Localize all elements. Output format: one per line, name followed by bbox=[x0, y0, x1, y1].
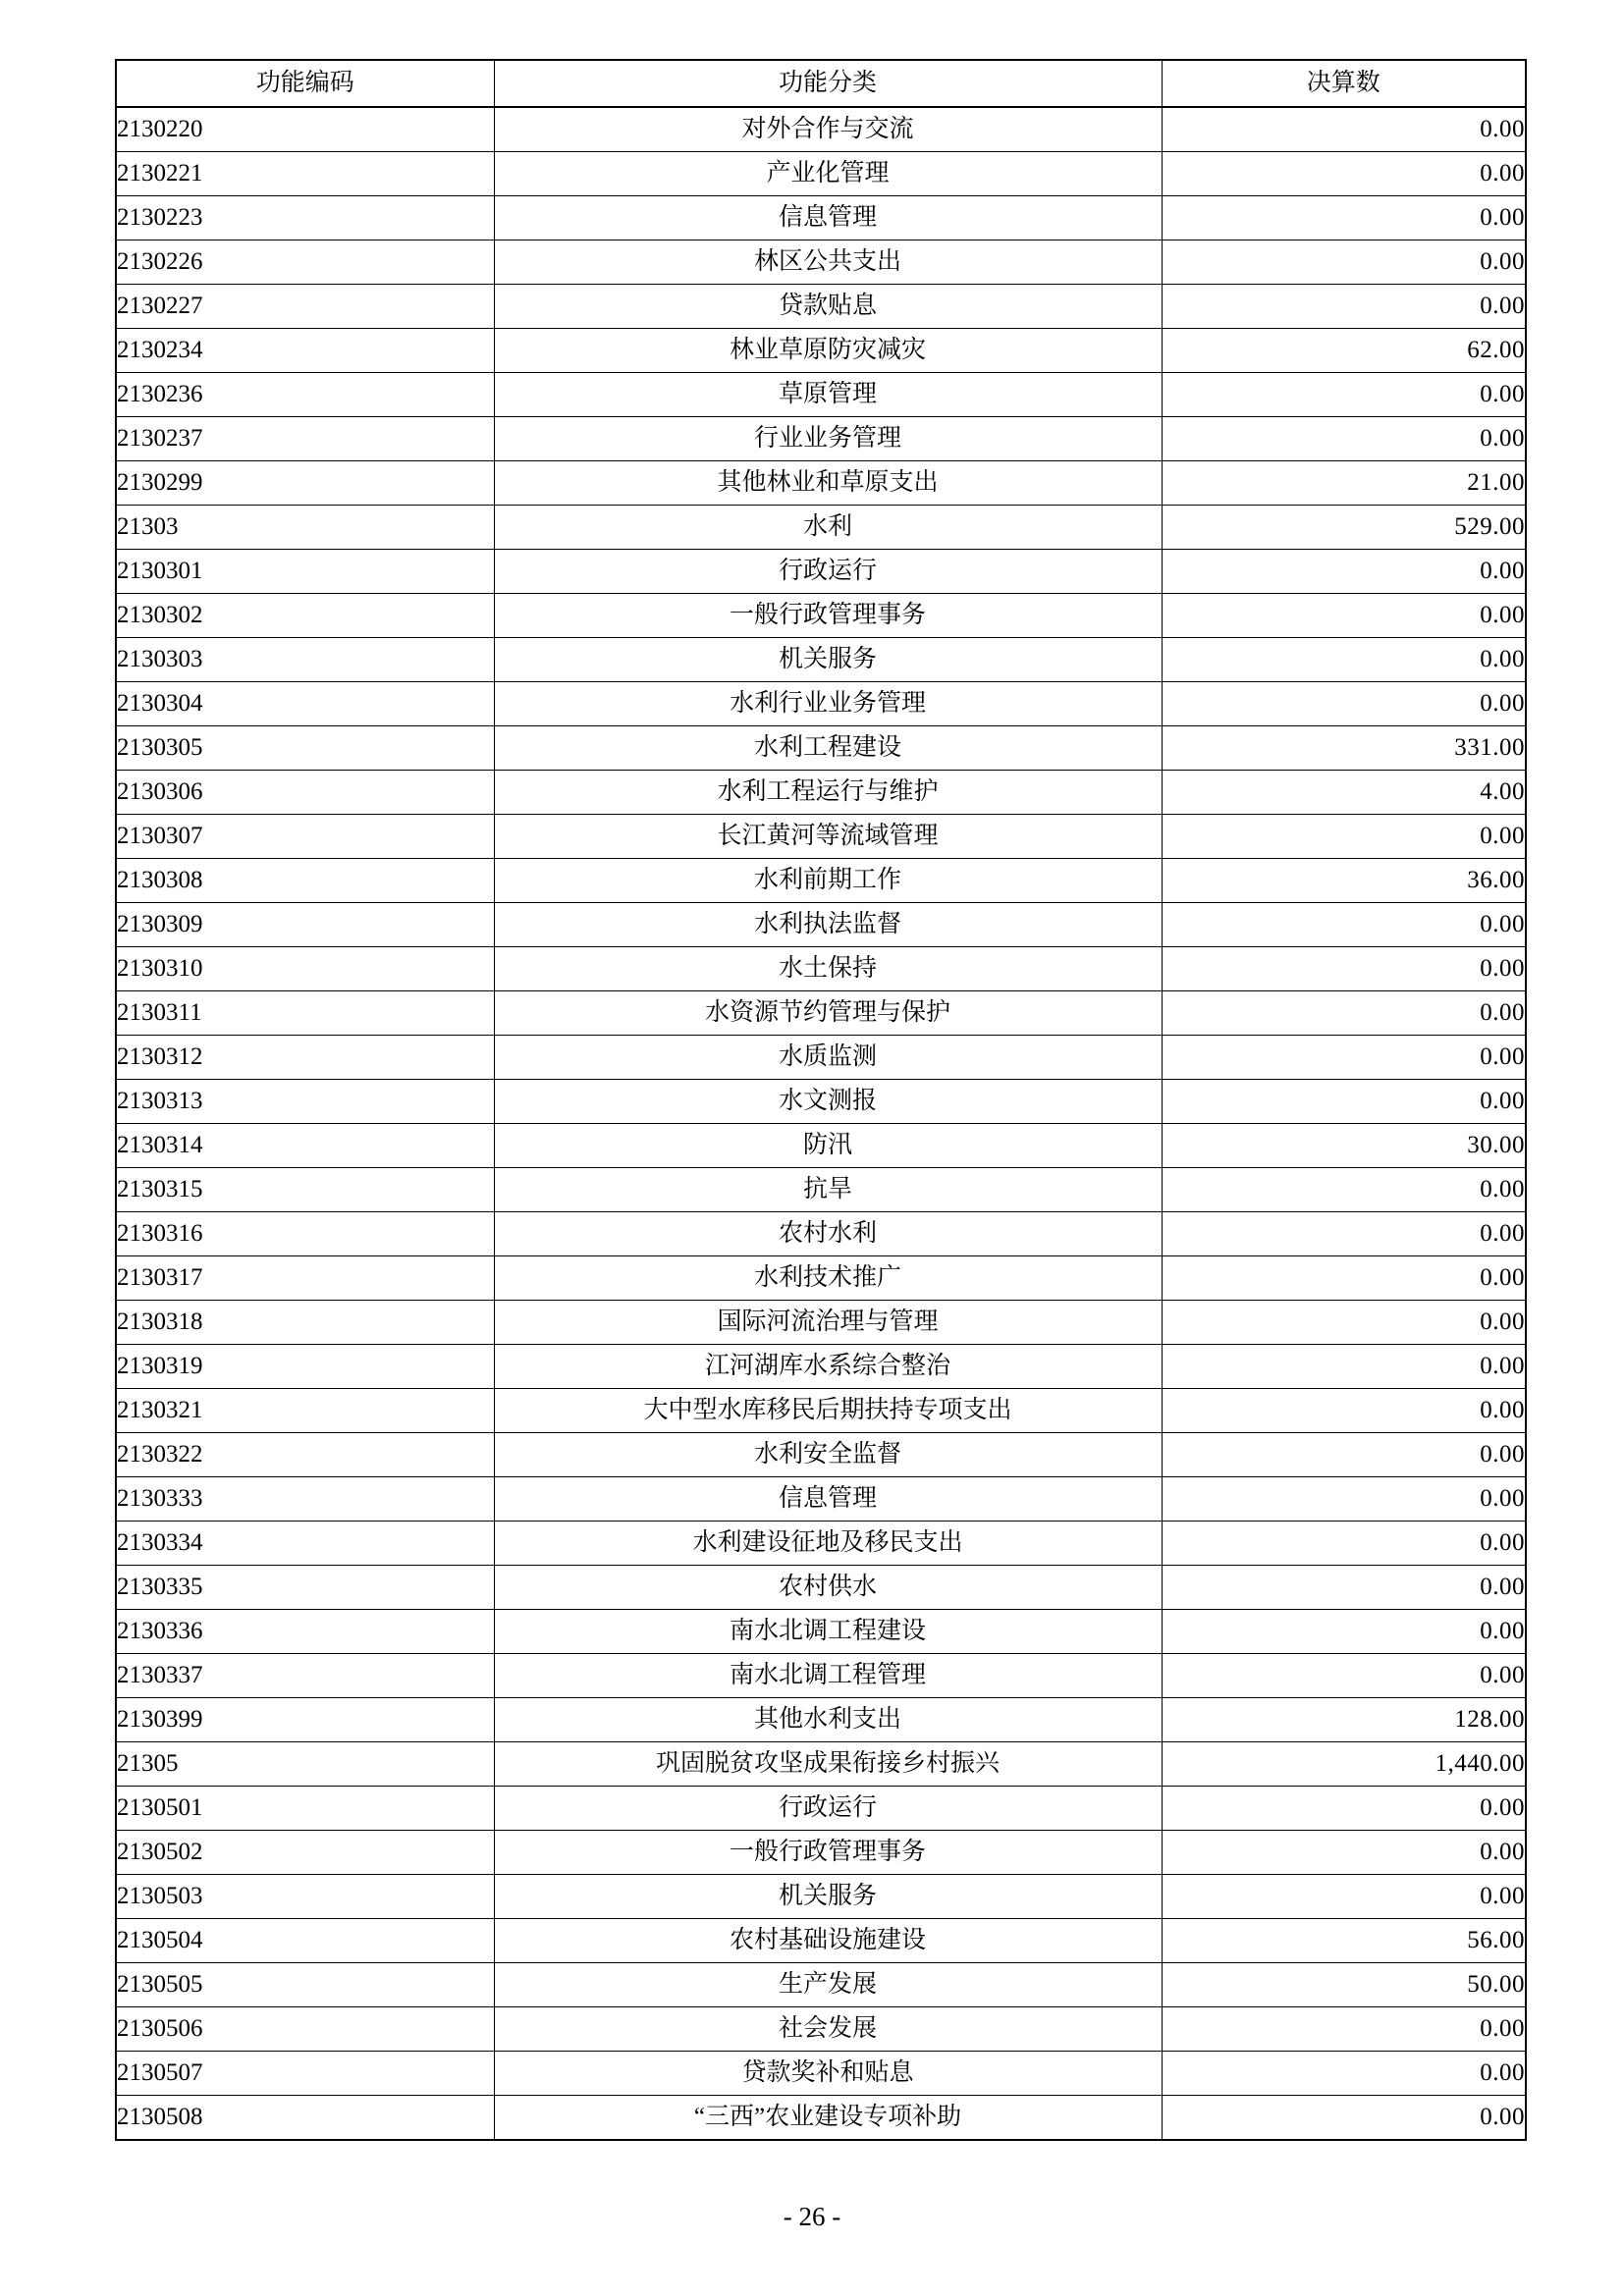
cell-function-category: “三西”农业建设专项补助 bbox=[494, 2096, 1162, 2141]
cell-function-code: 2130237 bbox=[116, 417, 494, 461]
cell-function-code: 2130502 bbox=[116, 1831, 494, 1875]
table-row bbox=[116, 107, 1526, 152]
cell-final-accounts-amount: 0.00 bbox=[1162, 1654, 1526, 1698]
cell-final-accounts-amount: 36.00 bbox=[1162, 859, 1526, 903]
cell-function-category: 长江黄河等流域管理 bbox=[494, 815, 1162, 859]
cell-function-code: 2130313 bbox=[116, 1080, 494, 1124]
table-row bbox=[116, 1036, 1526, 1080]
table-row bbox=[116, 1124, 1526, 1168]
cell-function-code: 2130506 bbox=[116, 2007, 494, 2052]
table-row bbox=[116, 2052, 1526, 2096]
cell-final-accounts-amount: 0.00 bbox=[1162, 991, 1526, 1036]
column-header-function-code: 功能编码 bbox=[116, 60, 494, 107]
cell-function-code: 2130227 bbox=[116, 285, 494, 329]
cell-function-code: 2130226 bbox=[116, 240, 494, 285]
cell-function-category: 水利技术推广 bbox=[494, 1256, 1162, 1301]
cell-function-category: 防汛 bbox=[494, 1124, 1162, 1168]
cell-function-category: 水文测报 bbox=[494, 1080, 1162, 1124]
cell-function-category: 机关服务 bbox=[494, 1875, 1162, 1919]
cell-function-category: 农村供水 bbox=[494, 1566, 1162, 1610]
table-row bbox=[116, 594, 1526, 638]
budget-expenditure-table bbox=[115, 59, 1527, 2141]
cell-function-category: 产业化管理 bbox=[494, 152, 1162, 196]
cell-function-category: 水资源节约管理与保护 bbox=[494, 991, 1162, 1036]
cell-function-code: 21305 bbox=[116, 1742, 494, 1787]
table-row bbox=[116, 947, 1526, 991]
cell-final-accounts-amount: 0.00 bbox=[1162, 1610, 1526, 1654]
cell-final-accounts-amount: 529.00 bbox=[1162, 506, 1526, 550]
table-row bbox=[116, 771, 1526, 815]
cell-final-accounts-amount: 4.00 bbox=[1162, 771, 1526, 815]
cell-function-category: 农村基础设施建设 bbox=[494, 1919, 1162, 1963]
cell-final-accounts-amount: 21.00 bbox=[1162, 461, 1526, 506]
cell-function-category: 水利工程建设 bbox=[494, 726, 1162, 771]
cell-function-code: 2130220 bbox=[116, 107, 494, 152]
column-header-final-accounts: 决算数 bbox=[1162, 60, 1526, 107]
cell-function-category: 水利前期工作 bbox=[494, 859, 1162, 903]
table-row bbox=[116, 1831, 1526, 1875]
cell-function-category: 水利行业业务管理 bbox=[494, 682, 1162, 726]
cell-final-accounts-amount: 0.00 bbox=[1162, 417, 1526, 461]
cell-function-code: 2130505 bbox=[116, 1963, 494, 2007]
cell-function-code: 2130335 bbox=[116, 1566, 494, 1610]
cell-function-category: 大中型水库移民后期扶持专项支出 bbox=[494, 1389, 1162, 1433]
cell-function-category: 其他林业和草原支出 bbox=[494, 461, 1162, 506]
cell-function-code: 2130309 bbox=[116, 903, 494, 947]
cell-function-category: 农村水利 bbox=[494, 1212, 1162, 1256]
cell-final-accounts-amount: 0.00 bbox=[1162, 1566, 1526, 1610]
cell-final-accounts-amount: 0.00 bbox=[1162, 240, 1526, 285]
page-number: - 26 - bbox=[783, 2202, 841, 2231]
cell-final-accounts-amount: 128.00 bbox=[1162, 1698, 1526, 1742]
cell-function-code: 2130304 bbox=[116, 682, 494, 726]
cell-final-accounts-amount: 0.00 bbox=[1162, 2052, 1526, 2096]
cell-function-category: 机关服务 bbox=[494, 638, 1162, 682]
table-row bbox=[116, 240, 1526, 285]
table-row bbox=[116, 1433, 1526, 1477]
cell-function-category: 林业草原防灾减灾 bbox=[494, 329, 1162, 373]
table-row bbox=[116, 1742, 1526, 1787]
table-row bbox=[116, 2007, 1526, 2052]
cell-function-category: 草原管理 bbox=[494, 373, 1162, 417]
table-row bbox=[116, 461, 1526, 506]
budget-table-container bbox=[115, 59, 1525, 2141]
cell-final-accounts-amount: 0.00 bbox=[1162, 947, 1526, 991]
cell-function-code: 2130336 bbox=[116, 1610, 494, 1654]
cell-final-accounts-amount: 50.00 bbox=[1162, 1963, 1526, 2007]
table-row bbox=[116, 1566, 1526, 1610]
cell-function-code: 2130322 bbox=[116, 1433, 494, 1477]
table-row bbox=[116, 815, 1526, 859]
table-row bbox=[116, 550, 1526, 594]
cell-function-code: 2130234 bbox=[116, 329, 494, 373]
cell-final-accounts-amount: 0.00 bbox=[1162, 196, 1526, 240]
cell-function-code: 2130337 bbox=[116, 1654, 494, 1698]
cell-function-category: 水利建设征地及移民支出 bbox=[494, 1522, 1162, 1566]
cell-function-code: 2130236 bbox=[116, 373, 494, 417]
column-header-function-category: 功能分类 bbox=[494, 60, 1162, 107]
cell-function-code: 2130306 bbox=[116, 771, 494, 815]
cell-function-code: 2130303 bbox=[116, 638, 494, 682]
cell-function-category: 巩固脱贫攻坚成果衔接乡村振兴 bbox=[494, 1742, 1162, 1787]
cell-function-code: 2130508 bbox=[116, 2096, 494, 2141]
cell-function-code: 2130507 bbox=[116, 2052, 494, 2096]
table-row bbox=[116, 726, 1526, 771]
cell-function-code: 2130317 bbox=[116, 1256, 494, 1301]
cell-final-accounts-amount: 0.00 bbox=[1162, 1875, 1526, 1919]
cell-final-accounts-amount: 0.00 bbox=[1162, 373, 1526, 417]
table-row bbox=[116, 373, 1526, 417]
cell-function-category: 抗旱 bbox=[494, 1168, 1162, 1212]
cell-final-accounts-amount: 0.00 bbox=[1162, 1256, 1526, 1301]
cell-function-category: 水土保持 bbox=[494, 947, 1162, 991]
cell-final-accounts-amount: 62.00 bbox=[1162, 329, 1526, 373]
cell-final-accounts-amount: 0.00 bbox=[1162, 1345, 1526, 1389]
table-row bbox=[116, 506, 1526, 550]
table-row bbox=[116, 1389, 1526, 1433]
table-row bbox=[116, 2096, 1526, 2141]
table-row bbox=[116, 1522, 1526, 1566]
table-row bbox=[116, 1919, 1526, 1963]
cell-function-category: 行业业务管理 bbox=[494, 417, 1162, 461]
cell-function-category: 江河湖库水系综合整治 bbox=[494, 1345, 1162, 1389]
cell-final-accounts-amount: 0.00 bbox=[1162, 1522, 1526, 1566]
cell-final-accounts-amount: 0.00 bbox=[1162, 1477, 1526, 1522]
cell-function-code: 2130503 bbox=[116, 1875, 494, 1919]
cell-final-accounts-amount: 0.00 bbox=[1162, 107, 1526, 152]
cell-function-category: 贷款贴息 bbox=[494, 285, 1162, 329]
cell-function-category: 一般行政管理事务 bbox=[494, 1831, 1162, 1875]
table-row bbox=[116, 1654, 1526, 1698]
table-row bbox=[116, 1256, 1526, 1301]
cell-final-accounts-amount: 0.00 bbox=[1162, 1036, 1526, 1080]
cell-final-accounts-amount: 331.00 bbox=[1162, 726, 1526, 771]
cell-function-category: 水利工程运行与维护 bbox=[494, 771, 1162, 815]
table-row bbox=[116, 1477, 1526, 1522]
cell-function-category: 信息管理 bbox=[494, 1477, 1162, 1522]
cell-function-category: 水利 bbox=[494, 506, 1162, 550]
table-body bbox=[116, 107, 1526, 2140]
cell-function-code: 2130299 bbox=[116, 461, 494, 506]
cell-final-accounts-amount: 0.00 bbox=[1162, 815, 1526, 859]
cell-final-accounts-amount: 0.00 bbox=[1162, 1787, 1526, 1831]
cell-function-category: 水利执法监督 bbox=[494, 903, 1162, 947]
cell-final-accounts-amount: 0.00 bbox=[1162, 550, 1526, 594]
table-row bbox=[116, 329, 1526, 373]
cell-final-accounts-amount: 30.00 bbox=[1162, 1124, 1526, 1168]
cell-function-code: 2130333 bbox=[116, 1477, 494, 1522]
cell-function-code: 2130504 bbox=[116, 1919, 494, 1963]
table-row bbox=[116, 1080, 1526, 1124]
table-row bbox=[116, 682, 1526, 726]
cell-function-category: 信息管理 bbox=[494, 196, 1162, 240]
cell-final-accounts-amount: 0.00 bbox=[1162, 903, 1526, 947]
table-row bbox=[116, 285, 1526, 329]
table-row bbox=[116, 1875, 1526, 1919]
cell-function-code: 2130399 bbox=[116, 1698, 494, 1742]
table-row bbox=[116, 1301, 1526, 1345]
cell-function-code: 2130501 bbox=[116, 1787, 494, 1831]
table-row bbox=[116, 991, 1526, 1036]
cell-function-category: 南水北调工程管理 bbox=[494, 1654, 1162, 1698]
cell-final-accounts-amount: 0.00 bbox=[1162, 1080, 1526, 1124]
cell-function-code: 2130315 bbox=[116, 1168, 494, 1212]
cell-function-code: 2130305 bbox=[116, 726, 494, 771]
cell-function-category: 社会发展 bbox=[494, 2007, 1162, 2052]
cell-final-accounts-amount: 0.00 bbox=[1162, 285, 1526, 329]
table-row bbox=[116, 1787, 1526, 1831]
cell-final-accounts-amount: 0.00 bbox=[1162, 1168, 1526, 1212]
cell-function-code: 2130310 bbox=[116, 947, 494, 991]
table-header-row bbox=[116, 60, 1526, 107]
table-row bbox=[116, 1212, 1526, 1256]
cell-function-category: 对外合作与交流 bbox=[494, 107, 1162, 152]
cell-function-code: 2130312 bbox=[116, 1036, 494, 1080]
cell-final-accounts-amount: 0.00 bbox=[1162, 1212, 1526, 1256]
cell-function-code: 2130307 bbox=[116, 815, 494, 859]
cell-final-accounts-amount: 0.00 bbox=[1162, 2096, 1526, 2141]
cell-function-code: 2130302 bbox=[116, 594, 494, 638]
cell-function-code: 2130311 bbox=[116, 991, 494, 1036]
cell-function-category: 林区公共支出 bbox=[494, 240, 1162, 285]
table-row bbox=[116, 152, 1526, 196]
table-header bbox=[116, 60, 1526, 107]
cell-function-category: 水质监测 bbox=[494, 1036, 1162, 1080]
cell-final-accounts-amount: 0.00 bbox=[1162, 594, 1526, 638]
cell-function-category: 其他水利支出 bbox=[494, 1698, 1162, 1742]
cell-function-category: 国际河流治理与管理 bbox=[494, 1301, 1162, 1345]
cell-final-accounts-amount: 56.00 bbox=[1162, 1919, 1526, 1963]
table-row bbox=[116, 1345, 1526, 1389]
table-row bbox=[116, 196, 1526, 240]
cell-final-accounts-amount: 0.00 bbox=[1162, 1389, 1526, 1433]
cell-final-accounts-amount: 0.00 bbox=[1162, 638, 1526, 682]
cell-function-code: 2130301 bbox=[116, 550, 494, 594]
table-row bbox=[116, 1698, 1526, 1742]
cell-function-code: 2130308 bbox=[116, 859, 494, 903]
cell-function-category: 贷款奖补和贴息 bbox=[494, 2052, 1162, 2096]
table-row bbox=[116, 638, 1526, 682]
table-row bbox=[116, 417, 1526, 461]
cell-function-code: 2130319 bbox=[116, 1345, 494, 1389]
cell-final-accounts-amount: 0.00 bbox=[1162, 682, 1526, 726]
cell-function-code: 2130321 bbox=[116, 1389, 494, 1433]
cell-final-accounts-amount: 0.00 bbox=[1162, 1831, 1526, 1875]
table-row bbox=[116, 1168, 1526, 1212]
cell-function-category: 生产发展 bbox=[494, 1963, 1162, 2007]
cell-final-accounts-amount: 0.00 bbox=[1162, 152, 1526, 196]
cell-final-accounts-amount: 1,440.00 bbox=[1162, 1742, 1526, 1787]
cell-final-accounts-amount: 0.00 bbox=[1162, 1301, 1526, 1345]
cell-function-code: 2130318 bbox=[116, 1301, 494, 1345]
table-row bbox=[116, 1610, 1526, 1654]
cell-function-category: 行政运行 bbox=[494, 1787, 1162, 1831]
cell-function-category: 行政运行 bbox=[494, 550, 1162, 594]
table-row bbox=[116, 903, 1526, 947]
cell-function-code: 2130221 bbox=[116, 152, 494, 196]
cell-final-accounts-amount: 0.00 bbox=[1162, 2007, 1526, 2052]
cell-function-code: 2130334 bbox=[116, 1522, 494, 1566]
cell-function-code: 2130316 bbox=[116, 1212, 494, 1256]
cell-function-code: 2130314 bbox=[116, 1124, 494, 1168]
cell-function-category: 一般行政管理事务 bbox=[494, 594, 1162, 638]
cell-final-accounts-amount: 0.00 bbox=[1162, 1433, 1526, 1477]
cell-function-code: 21303 bbox=[116, 506, 494, 550]
cell-function-category: 水利安全监督 bbox=[494, 1433, 1162, 1477]
table-row bbox=[116, 859, 1526, 903]
table-row bbox=[116, 1963, 1526, 2007]
cell-function-code: 2130223 bbox=[116, 196, 494, 240]
cell-function-category: 南水北调工程建设 bbox=[494, 1610, 1162, 1654]
